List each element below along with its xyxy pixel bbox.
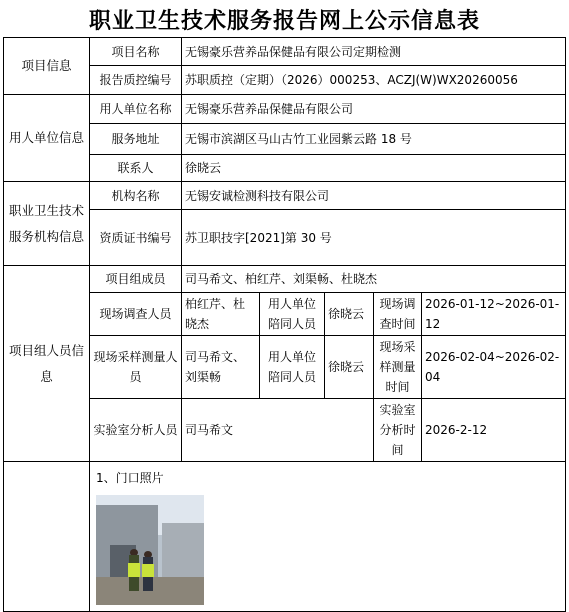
members-row [4, 266, 566, 293]
sampling-value: 司马希文、刘渠畅 [182, 336, 260, 399]
employer-name-label: 用人单位名称 [90, 95, 182, 124]
photo-caption: 1、门口照片 [96, 471, 164, 485]
report-number-label: 报告质控编号 [90, 66, 182, 95]
report-number-value: 苏职质控（定期）（2026）000253、ACZJ(W)WX20260056 [182, 66, 566, 95]
agency-cert-label: 资质证书编号 [90, 210, 182, 266]
lab-label: 实验室分析人员 [90, 399, 182, 462]
agency-cert-value: 苏卫职技字[2021]第 30 号 [182, 210, 566, 266]
lab-value: 司马希文 [182, 399, 374, 462]
sampling-time-label: 现场采样测量时间 [374, 336, 422, 399]
disclosure-table [3, 37, 566, 612]
agency-name-row [4, 182, 566, 210]
service-address-value: 无锡市滨湖区马山古竹工业园紫云路 18 号 [182, 124, 566, 155]
entrance-photo [96, 495, 204, 605]
project-section-label: 项目信息 [4, 38, 90, 95]
contact-label: 联系人 [90, 155, 182, 182]
contact-value: 徐晓云 [182, 155, 566, 182]
photos-left-cell [4, 462, 90, 612]
project-name-label: 项目名称 [90, 38, 182, 66]
survey-value: 柏红芹、杜晓杰 [182, 293, 260, 336]
lab-time-label: 实验室分析时间 [374, 399, 422, 462]
personnel-section-label: 项目组人员信息 [4, 266, 90, 462]
project-name-row [4, 38, 566, 66]
employer-name-row [4, 95, 566, 124]
lab-time-value: 2026-2-12 [422, 399, 566, 462]
agency-section-label: 职业卫生技术服务机构信息 [4, 182, 90, 266]
photos-cell [90, 462, 566, 612]
service-address-label: 服务地址 [90, 124, 182, 155]
page-title: 职业卫生技术服务报告网上公示信息表 [88, 9, 480, 34]
sampling-escort-value: 徐晓云 [325, 336, 374, 399]
survey-time-label: 现场调查时间 [374, 293, 422, 336]
members-value: 司马希文、柏红芹、刘渠畅、杜晓杰 [182, 266, 566, 293]
employer-name-value: 无锡豪乐营养品保健品有限公司 [182, 95, 566, 124]
sampling-escort-label: 用人单位陪同人员 [260, 336, 325, 399]
sampling-label: 现场采样测量人员 [90, 336, 182, 399]
photos-row [4, 462, 566, 612]
survey-escort-label: 用人单位陪同人员 [260, 293, 325, 336]
project-name-value: 无锡豪乐营养品保健品有限公司定期检测 [182, 38, 566, 66]
survey-escort-value: 徐晓云 [325, 293, 374, 336]
employer-section-label: 用人单位信息 [4, 95, 90, 182]
survey-label: 现场调查人员 [90, 293, 182, 336]
sampling-time-value: 2026-02-04~2026-02-04 [422, 336, 566, 399]
agency-name-label: 机构名称 [90, 182, 182, 210]
agency-name-value: 无锡安诚检测科技有限公司 [182, 182, 566, 210]
survey-time-value: 2026-01-12~2026-01-12 [422, 293, 566, 336]
members-label: 项目组成员 [90, 266, 182, 293]
